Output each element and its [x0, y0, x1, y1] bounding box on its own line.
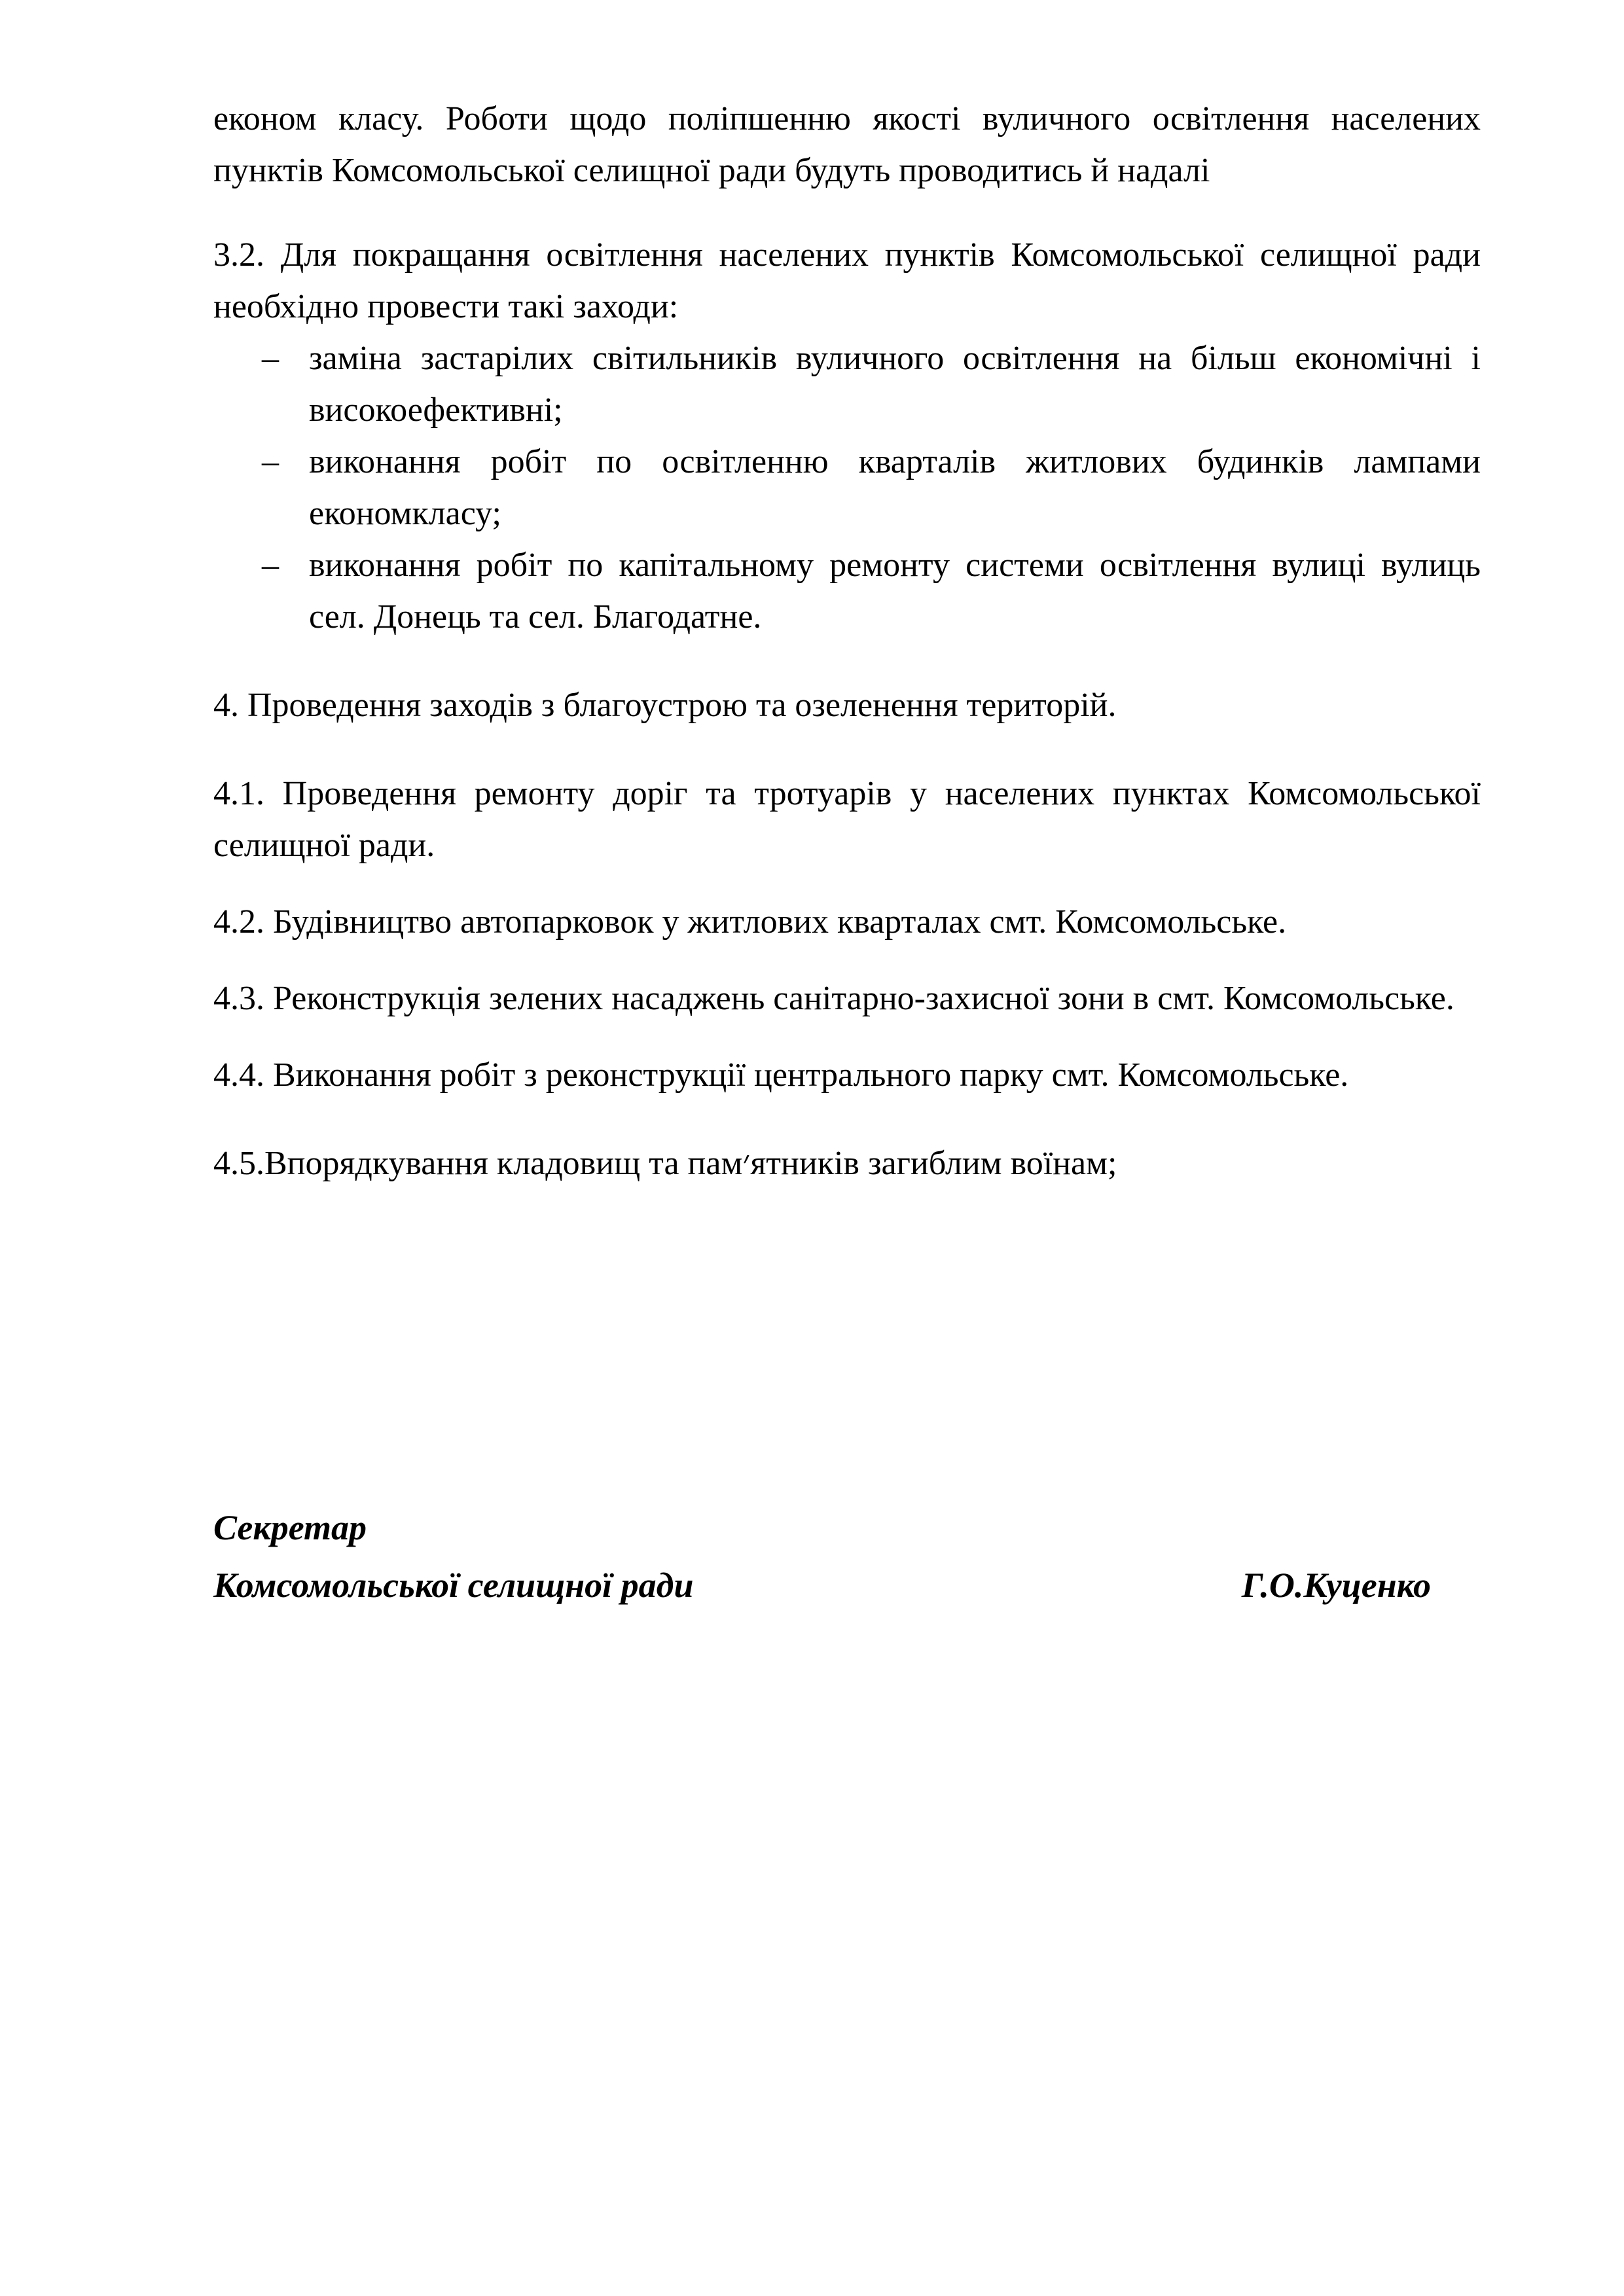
list-item [213, 539, 1481, 643]
item-4-1: 4.1. Проведення ремонту доріг та тротуарів у населених пунктах Комсомольської селищної ради. [213, 775, 1481, 864]
list-item-text: виконання робіт по освітленню кварталів житлових будинків лампами економкласу; [309, 443, 1481, 532]
item-4-2: 4.2. Будівництво автопарковок у житлових кварталах смт. Комсомольське. [213, 903, 1287, 941]
section-4-heading: 4. Проведення заходів з благоустрою та озеленення територій. [213, 687, 1117, 724]
paragraph-lighting-intro: економ класу. Роботи щодо поліпшенню якості вуличного освітлення населених пунктів Комсомольської селищної ради будуть проводитись й надалі [213, 100, 1481, 189]
item-4-3: 4.3. Реконструкція зелених насаджень санітарно-захисної зони в смт. Комсомольське. [213, 980, 1454, 1017]
bullet-dash: – [262, 340, 279, 377]
document-body [213, 93, 1481, 1189]
signatory-name: Г.О.Куценко [1241, 1566, 1431, 1605]
list-item [213, 332, 1481, 436]
signature-block [213, 1499, 1431, 1614]
list-item-text: заміна застарілих світильників вуличного освітлення на більш економічні і високоефективні; [309, 340, 1481, 429]
list-item [213, 436, 1481, 539]
signature-title-line2: Комсомольської селищної ради [213, 1566, 694, 1605]
bullet-dash: – [262, 443, 279, 480]
bullet-dash: – [262, 547, 279, 584]
paragraph-3-2: 3.2. Для покращання освітлення населених пунктів Комсомольської селищної ради необхідно провести такі заходи: [213, 236, 1481, 325]
measures-list [213, 332, 1481, 643]
item-4-5: 4.5.Впорядкування кладовищ та пам׳ятників загиблим воїнам; [213, 1145, 1117, 1182]
signature-row [213, 1556, 1431, 1614]
signature-title-line1: Секретар [213, 1508, 367, 1547]
list-item-text: виконання робіт по капітальному ремонту системи освітлення вулиці вулиць сел. Донець та сел. Благодатне. [309, 547, 1481, 636]
item-4-4: 4.4. Виконання робіт з реконструкції центрального парку смт. Комсомольське. [213, 1056, 1349, 1094]
